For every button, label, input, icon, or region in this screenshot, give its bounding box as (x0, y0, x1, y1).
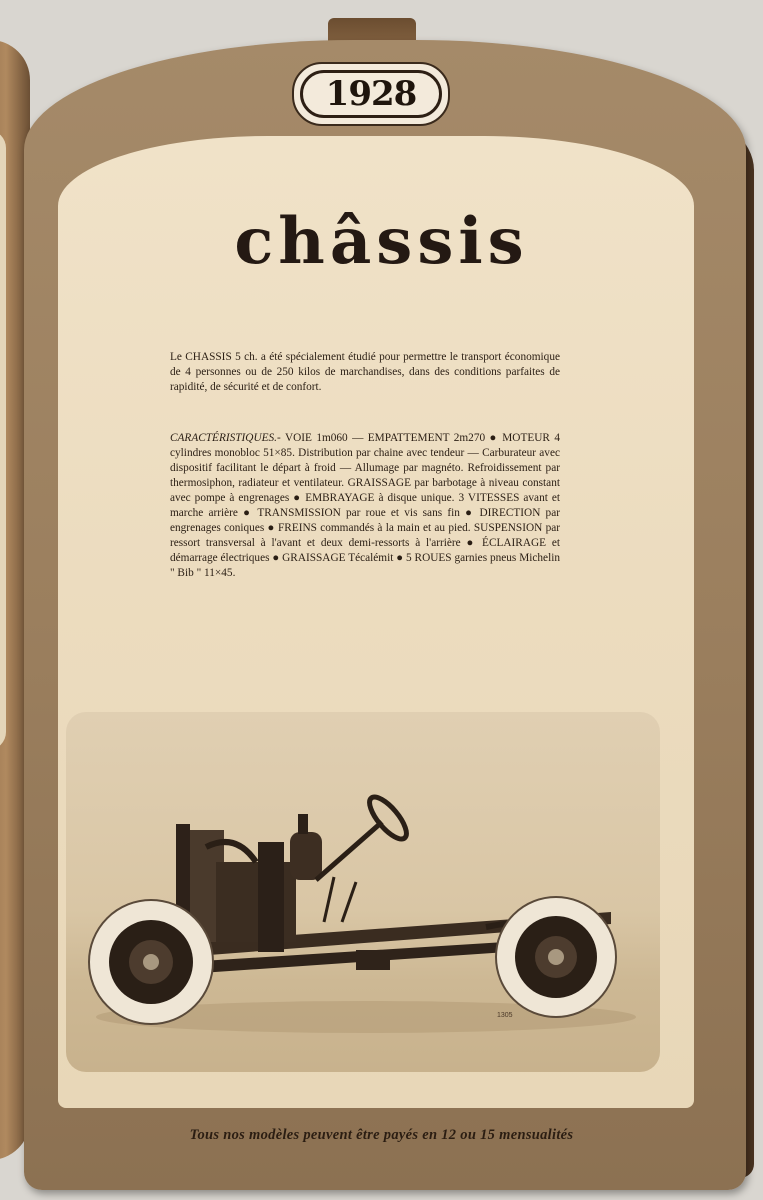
footer-caption: Tous nos modèles peuvent être payés en 12 ou 15 mensualités (189, 1127, 574, 1143)
specs-text: - VOIE 1m060 — EMPATTEMENT 2m270 ● MOTEUR 4 cylindres monobloc 51×85. Distribution par chaine avec tendeur — Carburateur avec dispositif facilitant le départ à froid — Allumage par magnéto. Refroidissement par thermosiphon, radiateur et ventilateur. GRAISSAGE par barbotage à niveau constant avec pompe à engrenages ● EMBRAYAGE à disque unique. 3 VITESSES avant et marche arrière ● TRANSMISSION par roue et vis sans fin ● DIRECTION par engrenages coniques ● FREINS commandés à la main et au pied. SUSPENSION par ressort transversal à l'avant et deux demi-ressorts à l'arrière ● ÉCLAIRAGE et démarrage électriques ● GRAISSAGE Técalémit ● 5 ROUES garnies pneus Michelin " Bib " 11×45. (170, 432, 560, 579)
year-badge (292, 62, 450, 126)
page-title: châssis (234, 204, 529, 279)
intro-paragraph: Le CHASSIS 5 ch. a été spécialement étudié pour permettre le transport économique de 4 personnes ou de 250 kilos de marchandises, dans des conditions parfaites de rapidité, de sécurité et de confort. (170, 351, 560, 393)
year-label: 1928 (325, 74, 417, 114)
photo-number: 1305 (497, 1012, 513, 1019)
chassis-photo (66, 712, 660, 1072)
chassis-illustration (66, 712, 660, 1072)
specs-paragraph (170, 431, 560, 581)
specs-lead: CARACTÉRISTIQUES. (170, 432, 278, 444)
